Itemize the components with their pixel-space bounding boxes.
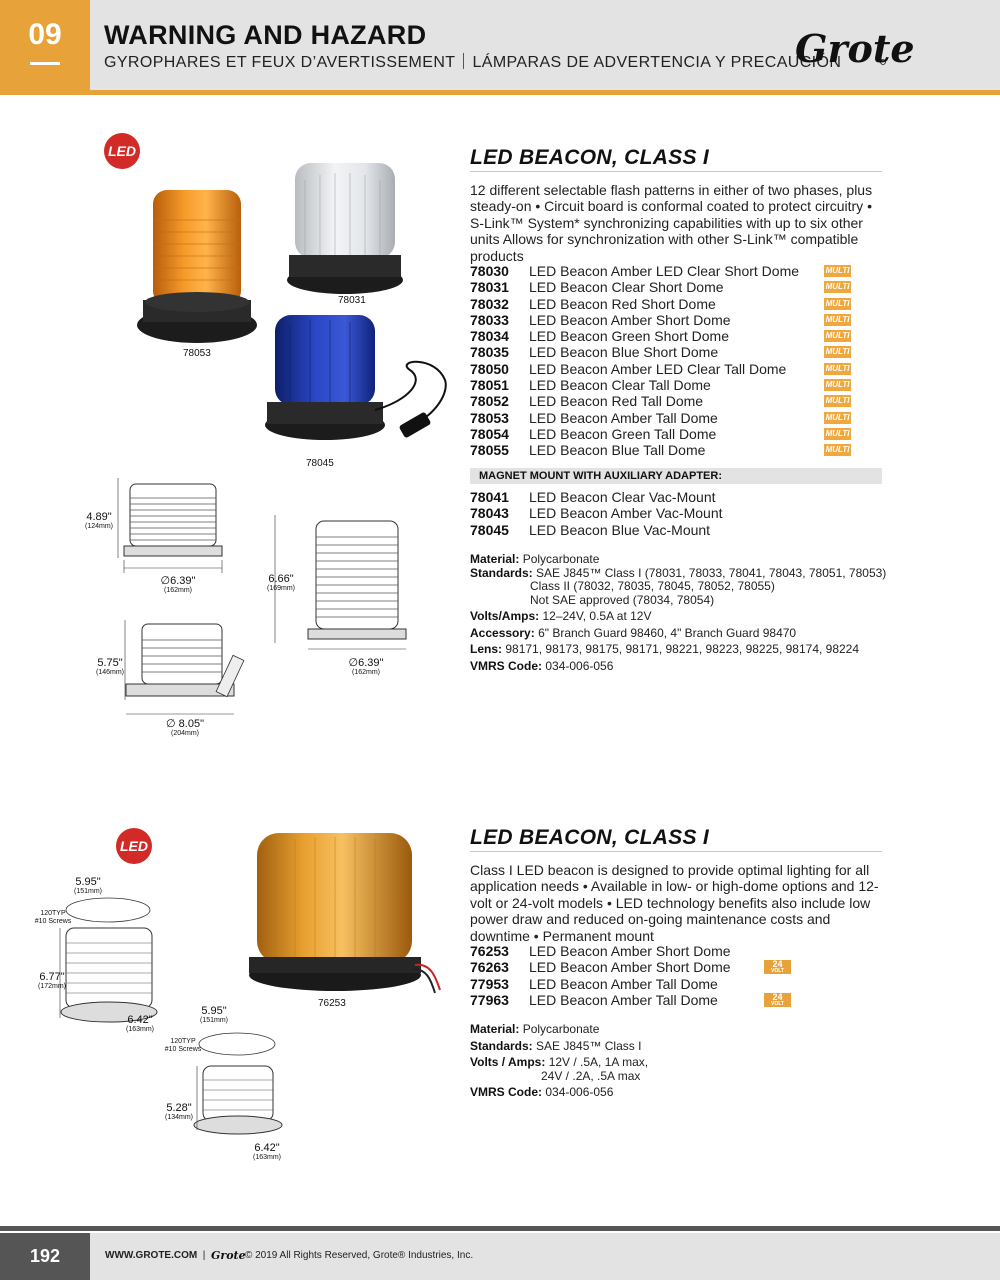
dim-b-height: 5.28" (134mm) xyxy=(164,1102,193,1121)
svg-text:Grote: Grote xyxy=(211,1249,246,1262)
list-item: 78053 LED Beacon Amber Tall Dome MULTI xyxy=(470,409,850,426)
list-item: 77963 LED Beacon Amber Tall Dome 24 VOLT xyxy=(470,992,885,1008)
dim-short-height: 4.89" (124mm) xyxy=(84,511,113,530)
multi-tag: MULTI xyxy=(825,412,850,422)
section2-specs: Material: Polycarbonate Standards: SAE J845™ Class I Volts / Amps: 12V / .5A, 1A max, 24V / .2A, .5A max VMRS Code: 034-006-056 xyxy=(470,1022,649,1099)
list-item: 78030 LED Beacon Amber LED Clear Short Dome MULTI xyxy=(470,263,850,279)
dim-vac-height: 5.75" (146mm) xyxy=(95,657,124,676)
grote-logo xyxy=(793,22,915,78)
list-item: 78051 LED Beacon Clear Tall Dome MULTI xyxy=(470,377,850,394)
list-item: 78055 LED Beacon Blue Tall Dome MULTI xyxy=(470,442,850,459)
section1-specs: Material: Polycarbonate Standards: SAE J845™ Class I (78031, 78033, 78041, 78043, 78051, 78053) Class II (78032, 78035, 78045, 78052, 78055) Not SAE approved (78034, 78054) Volts/Amps: 12–24V, 0.5A at 12V Accessory: 6" Branch Guard 98460, 4" Branch Guard 98470 Lens: 98171, 98173, 98175, 98171, 98221, 98223, 98225, 98174, 98224 VMRS Code: 034-006-056 xyxy=(470,552,887,673)
24-volt-tag: 24 VOLT xyxy=(764,960,791,974)
grote-logo-small xyxy=(211,1248,246,1262)
page-title: WARNING AND HAZARD xyxy=(104,20,427,50)
dim-a-height: 6.77" (172mm) xyxy=(37,971,66,990)
list-item: 78045 LED Beacon Blue Vac-Mount xyxy=(470,521,711,538)
dim-b-top: 5.95" (151mm) xyxy=(199,1005,228,1024)
list-item: 78041 LED Beacon Clear Vac-Mount xyxy=(470,489,716,505)
amber-permanent-beacon-image xyxy=(245,825,445,995)
dim-a-width: 6.42" (163mm) xyxy=(125,1014,154,1033)
dimension-drawing-vac xyxy=(118,618,248,723)
section1-description: 12 different selectable flash patterns in either of two phases, plus steady-on • Circuit board is conformal coated to protect circuitry • S-Link™ System* synchronizing capabilities with up to six other units Allows for synchronization with other S-Link™ compatible products xyxy=(470,182,873,264)
dim-b-width: 6.42" (163mm) xyxy=(252,1142,281,1161)
list-item: 77953 LED Beacon Amber Tall Dome xyxy=(470,975,718,992)
dimension-drawing-short xyxy=(118,478,228,578)
clear-short-beacon-image xyxy=(285,155,405,295)
multi-tag: MULTI xyxy=(825,314,850,324)
blue-vac-beacon-image xyxy=(260,310,460,455)
dimension-drawing-tall xyxy=(302,515,412,655)
multi-tag: MULTI xyxy=(825,363,850,373)
caption-amber-permanent: 76253 xyxy=(318,998,346,1009)
chapter-number: 09 xyxy=(28,18,62,51)
list-item: 78032 LED Beacon Red Short Dome MULTI xyxy=(470,295,850,312)
page-subtitle xyxy=(104,53,841,72)
magnet-product-list xyxy=(470,489,885,538)
24-volt-tag: 24 VOLT xyxy=(764,993,791,1007)
header-rule xyxy=(0,90,1000,95)
caption-amber: 78053 xyxy=(183,348,211,359)
subtitle-fr: GYROPHARES ET FEUX D’AVERTISSEMENT xyxy=(104,54,456,71)
led-badge: LED xyxy=(116,828,152,864)
list-item: 78043 LED Beacon Amber Vac-Mount xyxy=(470,505,723,522)
page-number: 192 xyxy=(0,1233,90,1280)
copyright: © 2019 All Rights Reserved, Grote® Industries, Inc. xyxy=(244,1250,474,1261)
section2-product-list xyxy=(470,943,885,1008)
multi-tag: MULTI xyxy=(825,331,850,341)
dim-a-top: 5.95" (151mm) xyxy=(73,876,102,895)
multi-tag: MULTI xyxy=(825,396,850,406)
multi-tag: MULTI xyxy=(825,445,850,455)
caption-blue: 78045 xyxy=(306,458,334,469)
list-item: 78052 LED Beacon Red Tall Dome MULTI xyxy=(470,393,850,410)
multi-tag: MULTI xyxy=(825,266,850,275)
subtitle-es: LÁMPARAS DE ADVERTENCIA Y PRECAUCIÓN xyxy=(472,54,842,71)
dim-vac-diameter: ∅ 8.05" (204mm) xyxy=(166,718,204,737)
chapter-tab xyxy=(0,0,90,90)
multi-tag: MULTI xyxy=(825,298,850,308)
led-badge: LED xyxy=(104,133,140,169)
list-item: 76263 LED Beacon Amber Short Dome 24 VOLT xyxy=(470,959,885,975)
multi-tag: MULTI xyxy=(825,380,850,390)
dim-a-screws: 120TYP #10 Screws xyxy=(34,910,72,925)
caption-clear: 78031 xyxy=(338,295,366,306)
dim-b-screws: 120TYP #10 Screws xyxy=(164,1038,202,1053)
amber-tall-beacon-image xyxy=(135,180,260,350)
footer-text: WWW.GROTE.COM | Grote © 2019 All Rights Reserved, Grote® Industries, Inc. xyxy=(105,1249,474,1262)
section1-title: LED BEACON, CLASS I xyxy=(470,146,710,169)
multi-tag: MULTI xyxy=(825,282,850,292)
list-item: 78035 LED Beacon Blue Short Dome MULTI xyxy=(470,344,850,361)
list-item: 78054 LED Beacon Green Tall Dome MULTI xyxy=(470,425,850,442)
list-item: 76253 LED Beacon Amber Short Dome xyxy=(470,943,731,959)
multi-tag: MULTI xyxy=(825,428,850,438)
list-item: 78050 LED Beacon Amber LED Clear Tall Dome MULTI xyxy=(470,360,850,377)
dim-tall-height: 6.66" (169mm) xyxy=(266,573,295,592)
multi-tag: MULTI xyxy=(825,347,850,357)
list-item: 78033 LED Beacon Amber Short Dome MULTI xyxy=(470,311,850,328)
dim-tall-diameter: ∅6.39" (162mm) xyxy=(348,657,384,676)
list-item: 78034 LED Beacon Green Short Dome MULTI xyxy=(470,328,850,345)
dim-short-diameter: ∅6.39" (162mm) xyxy=(160,575,196,594)
section1-product-list xyxy=(470,263,885,459)
magnet-mount-heading: MAGNET MOUNT WITH AUXILIARY ADAPTER: xyxy=(470,468,882,484)
svg-text:Grote: Grote xyxy=(795,26,915,71)
section2-description: Class I LED beacon is designed to provide optimal lighting for all application needs • Available in low- or high-dome options and 12-volt or 24-volt models • LED technology benefits also include low power draw and reduced on-going maintenance costs and downtime • Permanent mount xyxy=(470,862,879,944)
section2-title: LED BEACON, CLASS I xyxy=(470,826,710,849)
website-link[interactable]: WWW.GROTE.COM xyxy=(105,1250,198,1261)
list-item: 78031 LED Beacon Clear Short Dome MULTI xyxy=(470,279,850,296)
